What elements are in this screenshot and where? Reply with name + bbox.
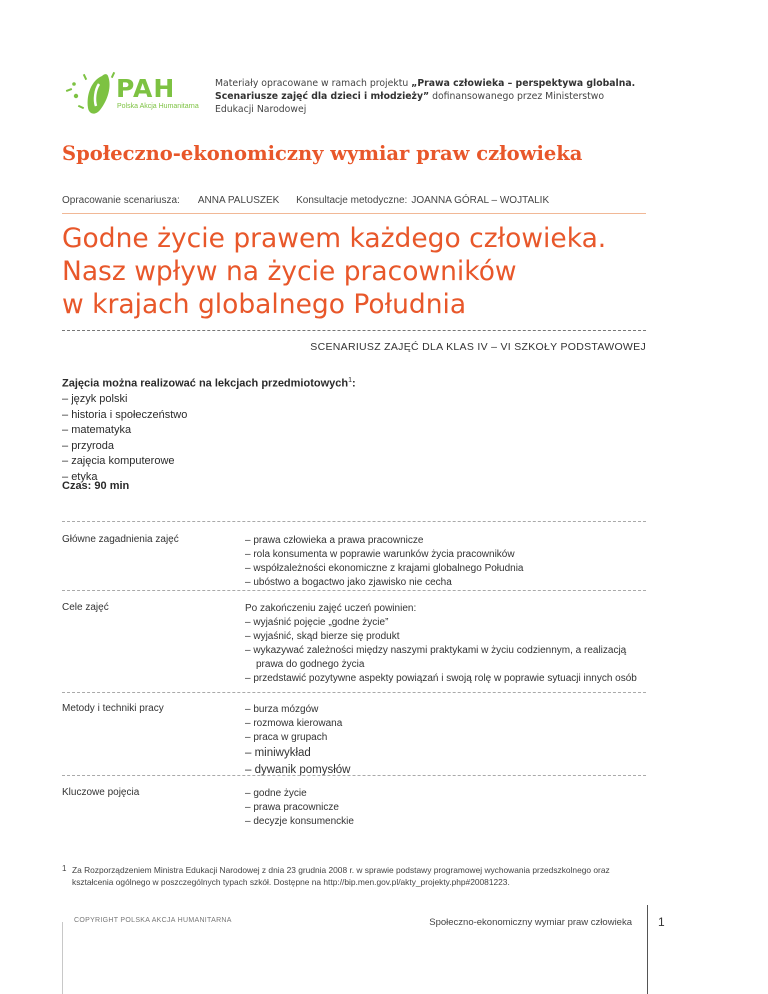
list-item: – język polski [62,392,356,408]
divider [62,213,646,214]
list-item: – burza mózgów [245,703,647,717]
page-number: 1 [658,915,665,929]
list-item: – historia i społeczeństwo [62,408,356,424]
author-label: Opracowanie scenariusza: [62,195,180,206]
row-label-concepts: Kluczowe pojęcia [62,787,140,798]
footnote [62,864,652,888]
row-content-methods [245,703,647,779]
footer-left-rule [62,922,63,994]
subjects-list [62,392,356,485]
row-divider [62,692,646,693]
subjects-heading: Zajęcia można realizować na lekcjach przedmiotowych$^1$: [62,377,356,390]
logo-subtitle: Polska Akcja Humanitarna [117,103,199,110]
row-content-goals [245,602,647,686]
list-item: – prawa człowieka a prawa pracownicze [245,534,647,548]
copyright: COPYRIGHT POLSKA AKCJA HUMANITARNA [74,917,232,924]
class-label: SCENARIUSZ ZAJĘĆ DLA KLAS IV – VI SZKOŁY PODSTAWOWEJ [310,341,646,353]
dashed-divider [62,330,646,331]
footer-right-rule [647,905,648,994]
list-item: – zajęcia komputerowe [62,454,356,470]
list-item: – współzależności ekonomiczne z krajami globalnego Południa [245,562,647,576]
list-item: – miniwykład [245,745,647,762]
list-item: – prawa pracownicze [245,801,647,815]
list-item: – matematyka [62,423,356,439]
goals-intro: Po zakończeniu zajęć uczeń powinien: [245,603,417,614]
row-content-concepts [245,787,647,829]
list-item: – wyjaśnić, skąd bierze się produkt [245,630,647,644]
list-item: – wyjaśnić pojęcie „godne życie” [245,616,647,630]
logo-wordmark: PAH [116,74,176,103]
list-item: – przyroda [62,439,356,455]
row-divider [62,521,646,522]
list-item: – dywanik pomysłów [245,762,647,779]
project-description: Materiały opracowane w ramach projektu „Prawa człowieka – perspektywa globalna. Scenariusze zajęć dla dzieci i młodzieży” dofinansowanego przez Ministerstwo Edukacji Narodowej [215,78,636,115]
consult-label: Konsultacje metodyczne: [296,195,408,206]
row-label-goals: Cele zajęć [62,602,109,613]
row-content-issues [245,534,647,590]
list-item: – decyzje konsumenckie [245,815,647,829]
footnote-number: 1 [62,864,67,873]
list-item: – wykazywać zależności między naszymi praktykami w życiu codziennym, a realizacją prawa do godnego życia [245,644,647,672]
consult-name: JOANNA GÓRAL – WOJTALIK [411,195,550,206]
list-item: – praca w grupach [245,731,647,745]
row-label-methods: Metody i techniki pracy [62,703,164,714]
footer-title: Społeczno-ekonomiczny wymiar praw człowieka [429,917,632,928]
list-item: – ubóstwo a bogactwo jako zjawisko nie cecha [245,576,647,590]
list-item: – rozmowa kierowana [245,717,647,731]
scenario-title: Godne życie prawem każdego człowieka. Nasz wpływ na życie pracowników w krajach globalnego Południa [62,223,607,320]
footnote-text: Za Rozporządzeniem Ministra Edukacji Narodowej z dnia 23 grudnia 2008 r. w sprawie podstawy programowej wychowania przedszkolnego oraz kształcenia ogólnego w poszczególnych typach szkół. Dostępne na http://bip.men.gov.pl/akty_projekty.php#20081223. [72,865,610,887]
row-label-issues: Główne zagadnienia zajęć [62,534,179,545]
subjects-section [62,373,356,485]
row-divider [62,775,646,776]
main-title: Społeczno-ekonomiczny wymiar praw człowieka [62,142,583,165]
row-divider [62,590,646,591]
author-name: ANNA PALUSZEK [197,195,280,206]
list-item: – przedstawić pozytywne aspekty powiązań i swoją rolę w poprawie sytuacji innych osób [245,672,647,686]
credits [62,195,549,206]
list-item: – etyka [62,470,356,486]
duration: Czas: 90 min [62,480,130,492]
list-item: – rola konsumenta w poprawie warunków życia pracowników [245,548,647,562]
list-item: – godne życie [245,787,647,801]
